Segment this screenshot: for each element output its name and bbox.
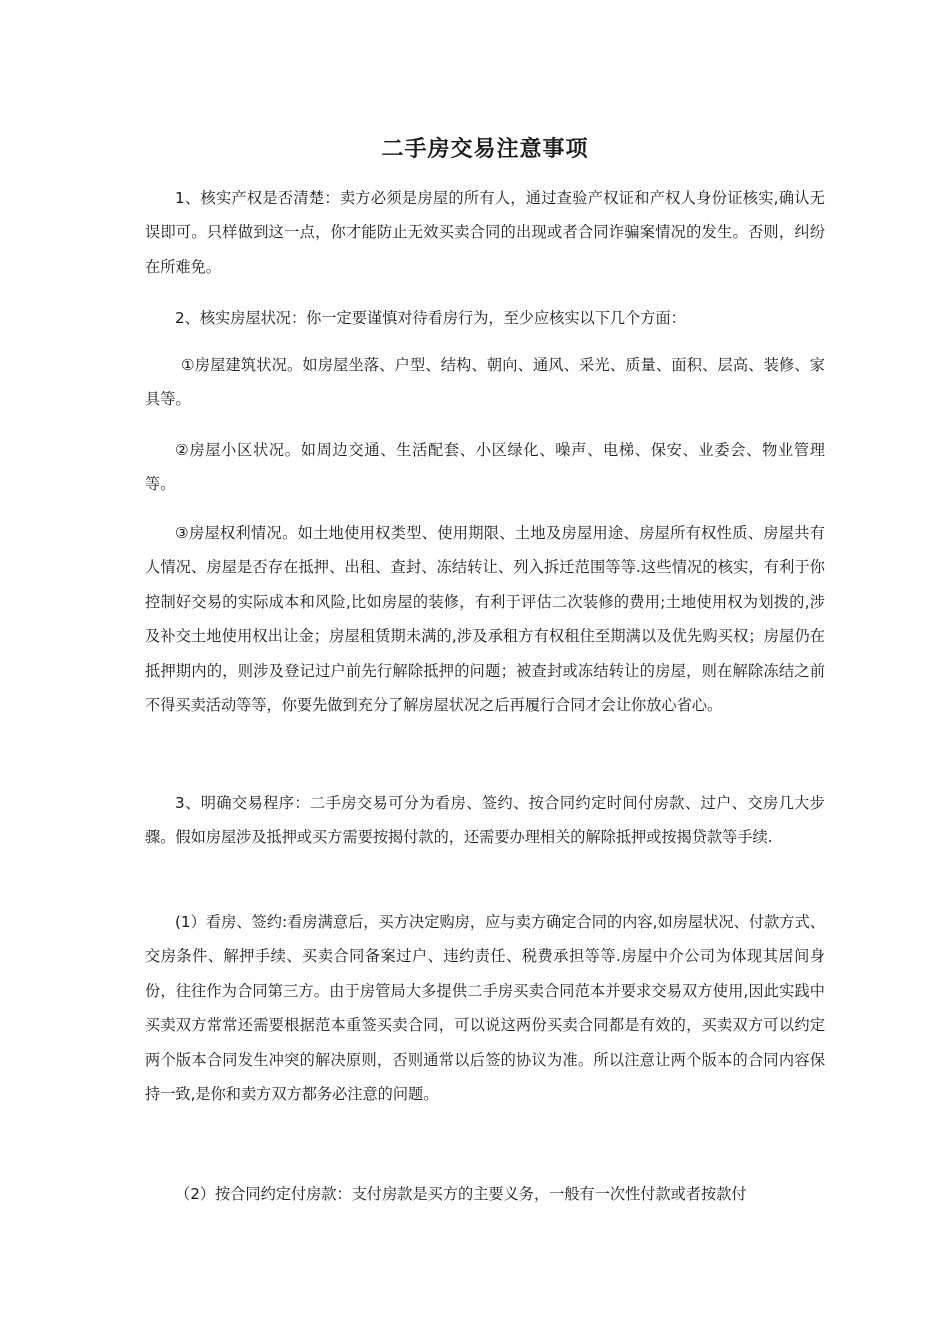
paragraph-3-transaction-procedure: 3、明确交易程序：二手房交易可分为看房、签约、按合同约定时间付房款、过户、交房几大步骤。假如房屋涉及抵押或买方需要按揭付款的，还需要办理相关的解除抵押或按揭贷款等手续. [145,794,825,847]
paragraph-2-verify-condition: 2、核实房屋状况：你一定要谨慎对待看房行为，至少应核实以下几个方面： [175,309,686,327]
paragraph-payment: （2）按合同约定付房款：支付房款是买方的主要义务，一般有一次性付款或者按款付 [175,1185,747,1203]
document-title: 二手房交易注意事项 [381,137,589,162]
paragraph-viewing-signing: (1）看房、签约:看房满意后，买方决定购房，应与卖方确定合同的内容,如房屋状况、付款方式、交房条件、解押手续、买卖合同备案过户、违约责任、税费承担等等.房屋中介公司为体现其居间身份，往往作为合同第三方。由于房管局大多提供二手房买卖合同范本并要求交易双方使用,因此实践中买卖双方常常还需要根据范本重签买卖合同，可以说这两份买卖合同都是有效的，买卖双方可以约定两个版本合同发生冲突的解决原则，否则通常以后签的协议为准。所以注意让两个版本的合同内容保持一致,是你和卖方双方都务必注意的问题。 [145,913,825,1104]
paragraph-community-status: ②房屋小区状况。如周边交通、生活配套、小区绿化、噪声、电梯、保安、业委会、物业管理等。 [145,441,825,494]
paragraph-building-status: ①房屋建筑状况。如房屋坐落、户型、结构、朝向、通风、采光、质量、面积、层高、装修、家具等。 [145,356,825,409]
paragraph-property-rights: ③房屋权利情况。如土地使用权类型、使用期限、土地及房屋用途、房屋所有权性质、房屋共有人情况、房屋是否存在抵押、出租、查封、冻结转让、列入拆迁范围等等.这些情况的核实，有利于你控制好交易的实际成本和风险,比如房屋的装修，有利于评估二次装修的费用;土地使用权为划拨的,涉及补交土地使用权出让金；房屋租赁期未满的,涉及承租方有权租住至期满以及优先购买权；房屋仍在抵押期内的，则涉及登记过户前先行解除抵押的问题；被查封或冻结转让的房屋，则在解除冻结之前不得买卖活动等等，你要先做到充分了解房屋状况之后再履行合同才会让你放心省心。 [145,524,825,715]
paragraph-1-verify-ownership: 1、核实产权是否清楚：卖方必须是房屋的所有人，通过查验产权证和产权人身份证核实,确认无误即可。只样做到这一点，你才能防止无效买卖合同的出现或者合同诈骗案情况的发生。否则，纠纷在所难免。 [145,189,825,276]
